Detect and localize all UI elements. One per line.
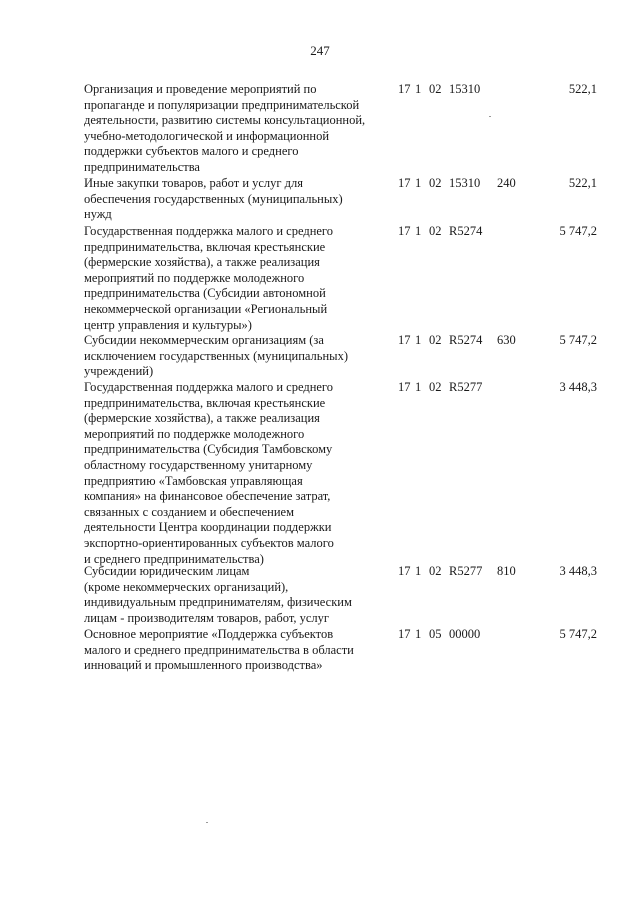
row-description: Основное мероприятие «Поддержка субъектов малого и среднего предпринимательства в области инноваций и промышленного производства» <box>84 627 354 673</box>
amount: 3 448,3 <box>559 564 597 578</box>
main-event-code: 02 <box>429 224 442 238</box>
program-code: 17 <box>398 380 411 394</box>
subprogram-code: 1 <box>415 564 422 578</box>
row-description: Иные закупки товаров, работ и услуг для обеспечения государственных (муниципальных) нужд <box>84 176 343 222</box>
amount: 5 747,2 <box>559 627 597 641</box>
main-event-code: 02 <box>429 380 442 394</box>
expense-type-code: 240 <box>497 176 516 190</box>
expense-type-code: 810 <box>497 564 516 578</box>
program-code: 17 <box>398 627 411 641</box>
row-description: Государственная поддержка малого и среднего предпринимательства, включая крестьянские (фермерские хозяйства), а также реализация мероприятий по поддержке молодежного предпринимательства (Субсидии автономной некоммерческой организации «Региональный центр управления и культуры») <box>84 224 333 332</box>
direction-code: R5277 <box>449 564 483 578</box>
main-event-code: 02 <box>429 82 442 96</box>
subprogram-code: 1 <box>415 333 422 347</box>
amount: 522,1 <box>568 176 597 190</box>
main-event-code: 05 <box>429 627 442 641</box>
main-event-code: 02 <box>429 564 442 578</box>
row-description: Субсидии некоммерческим организациям (за исключением государственных (муниципальных) учреждений) <box>84 333 348 379</box>
subprogram-code: 1 <box>415 82 422 96</box>
scan-speck <box>206 822 208 823</box>
subprogram-code: 1 <box>415 224 422 238</box>
direction-code: R5277 <box>449 380 483 394</box>
direction-code: 00000 <box>449 627 481 641</box>
amount: 3 448,3 <box>559 380 597 394</box>
amount: 5 747,2 <box>559 224 597 238</box>
subprogram-code: 1 <box>415 380 422 394</box>
program-code: 17 <box>398 176 411 190</box>
subprogram-code: 1 <box>415 627 422 641</box>
program-code: 17 <box>398 224 411 238</box>
expense-type-code: 630 <box>497 333 516 347</box>
subprogram-code: 1 <box>415 176 422 190</box>
row-description: Организация и проведение мероприятий по пропаганде и популяризации предпринимательской деятельности, развитию системы консультационной, учебно-методологической и информационной поддержки субъектов малого и среднего предпринимательства <box>84 82 366 174</box>
scan-speck <box>489 116 491 117</box>
main-event-code: 02 <box>429 176 442 190</box>
direction-code: R5274 <box>449 333 483 347</box>
direction-code: R5274 <box>449 224 483 238</box>
program-code: 17 <box>398 564 411 578</box>
program-code: 17 <box>398 82 411 96</box>
page-number: 247 <box>310 43 330 58</box>
amount: 5 747,2 <box>559 333 597 347</box>
row-description: Субсидии юридическим лицам (кроме некоммерческих организаций), индивидуальным предпринимателям, физическим лицам - производителям товаров, работ, услуг <box>84 564 352 625</box>
direction-code: 15310 <box>449 176 481 190</box>
program-code: 17 <box>398 333 411 347</box>
main-event-code: 02 <box>429 333 442 347</box>
direction-code: 15310 <box>449 82 481 96</box>
row-description: Государственная поддержка малого и среднего предпринимательства, включая крестьянские (фермерские хозяйства), а также реализация мероприятий по поддержке молодежного предпринимательства (Субсидия Тамбовскому областному государственному унитарному предприятию «Тамбовская управляющая компания» на финансовое обеспечение затрат, связанных с созданием и обеспечением деятельности Центра координации поддержки экспортно-ориентированных субъектов малого и среднего предпринимательства) <box>84 380 334 566</box>
amount: 522,1 <box>568 82 597 96</box>
